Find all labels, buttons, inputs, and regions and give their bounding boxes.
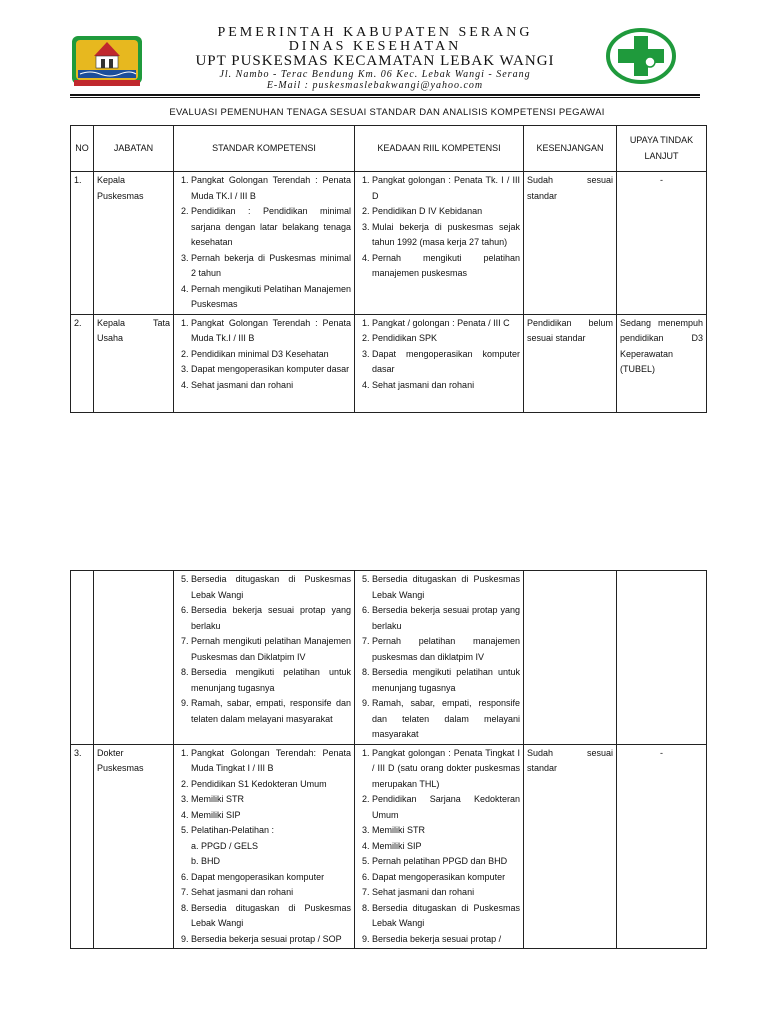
puskesmas-logo [606, 28, 676, 84]
competency-table-page1 [70, 125, 707, 413]
row-upaya: - [617, 744, 707, 949]
list-item: 1. Pangkat Golongan Terendah: Penata Muda Tingkat I / III B [191, 746, 351, 777]
row-riil [355, 571, 524, 745]
list-item: 1. Pangkat Golongan Terendah : Penata Muda Tk.I / III B [191, 316, 351, 347]
row-kesenjangan: Pendidikan belum sesuai standar [524, 314, 617, 412]
address: Jl. Nambo - Terac Bendung Km. 06 Kec. Lebak Wangi - Serang [219, 69, 531, 80]
list-item: 2. Pendidikan minimal D3 Kesehatan [191, 347, 351, 363]
list-item: 7. Pernah pelatihan manajemen puskesmas dan diklatpim IV [372, 634, 520, 665]
row-kesenjangan [524, 571, 617, 745]
list-item: 2. Pendidikan SPK [372, 331, 520, 347]
row-standar [174, 172, 355, 315]
row-standar [174, 744, 355, 949]
list-item: 9. Bersedia bekerja sesuai protap / [372, 932, 520, 948]
col-header-upaya: UPAYA TINDAK LANJUT [617, 126, 707, 172]
row-no: 2. [71, 314, 94, 412]
list-item: 3. Dapat mengoperasikan komputer dasar [191, 362, 351, 378]
row-jabatan [94, 571, 174, 745]
list-item: 8. Bersedia ditugaskan di Puskesmas Lebak Wangi [372, 901, 520, 932]
government-name: PEMERINTAH KABUPATEN SERANG [217, 25, 533, 40]
list-item: 7. Sehat jasmani dan rohani [372, 885, 520, 901]
list-item: 1. Pangkat Golongan Terendah : Penata Muda TK.I / III B [191, 173, 351, 204]
list-item: 4. Memiliki SIP [191, 808, 351, 824]
row-jabatan: Kepala Puskesmas [94, 172, 174, 315]
list-item: 2. Pendidikan Sarjana Kedokteran Umum [372, 792, 520, 823]
col-header-kesenjangan: KESENJANGAN [524, 126, 617, 172]
row-standar [174, 314, 355, 412]
row-riil [355, 314, 524, 412]
letterhead [70, 26, 710, 98]
list-item: 9. Ramah, sabar, empati, responsife dan telaten dalam melayani masyarakat [191, 696, 351, 727]
row-upaya [617, 571, 707, 745]
list-item: 2. Pendidikan : Pendidikan minimal sarjana dengan latar belakang tenaga kesehatan [191, 204, 351, 251]
list-item: 3. Mulai bekerja di puskesmas sejak tahun 1992 (masa kerja 27 tahun) [372, 220, 520, 251]
document-title: EVALUASI PEMENUHAN TENAGA SESUAI STANDAR DAN ANALISIS KOMPETENSI PEGAWAI [169, 107, 605, 118]
row-jabatan: Kepala Tata Usaha [94, 314, 174, 412]
row-upaya: Sedang menempuh pendidikan D3 Keperawatan (TUBEL) [617, 314, 707, 412]
list-item: 4. Memiliki SIP [372, 839, 520, 855]
row-standar [174, 571, 355, 745]
list-item: 8. Bersedia mengikuti pelatihan untuk menunjang tugasnya [372, 665, 520, 696]
table-row [71, 744, 707, 949]
competency-table-page2 [70, 570, 707, 949]
list-item: 9. Bersedia bekerja sesuai protap / SOP [191, 932, 351, 948]
serang-regency-emblem [70, 32, 144, 88]
row-jabatan: Dokter Puskesmas [94, 744, 174, 949]
list-item: 6. Dapat mengoperasikan komputer [372, 870, 520, 886]
list-item: 1. Pangkat / golongan : Penata / III C [372, 316, 520, 332]
list-item: 6. Bersedia bekerja sesuai protap yang berlaku [191, 603, 351, 634]
list-item: 4. Pernah mengikuti pelatihan manajemen puskesmas [372, 251, 520, 282]
list-item: 4. Sehat jasmani dan rohani [372, 378, 520, 394]
list-item: 3. Memiliki STR [191, 792, 351, 808]
list-item: 1. Pangkat golongan : Penata Tingkat I / III D (satu orang dokter puskesmas merupakan THL) [372, 746, 520, 793]
list-item [191, 823, 351, 870]
list-item: 8. Bersedia ditugaskan di Puskesmas Lebak Wangi [191, 901, 351, 932]
table-header-row [71, 126, 707, 172]
institution-name: UPT PUSKESMAS KECAMATAN LEBAK WANGI [195, 53, 555, 69]
table-row [71, 314, 707, 412]
row-no: 1. [71, 172, 94, 315]
row-upaya: - [617, 172, 707, 315]
letterhead-rule [70, 94, 700, 96]
row-no: 3. [71, 744, 94, 949]
list-item: 3. Dapat mengoperasikan komputer dasar [372, 347, 520, 378]
list-item: 5. Bersedia ditugaskan di Puskesmas Lebak Wangi [372, 572, 520, 603]
department-name: DINAS KESEHATAN [288, 39, 462, 54]
list-item: 2. Pendidikan D IV Kebidanan [372, 204, 520, 220]
col-header-no: NO [71, 126, 94, 172]
list-item: 7. Sehat jasmani dan rohani [191, 885, 351, 901]
email: E-Mail : puskesmaslebakwangi@yahoo.com [266, 80, 484, 91]
list-item: 4. Sehat jasmani dan rohani [191, 378, 351, 394]
list-item: 6. Bersedia bekerja sesuai protap yang berlaku [372, 603, 520, 634]
list-item: 9. Ramah, sabar, empati, responsife dan telaten dalam melayani masyarakat [372, 696, 520, 743]
sub-item: b. BHD [191, 856, 221, 866]
table-row-continuation [71, 571, 707, 745]
list-item: 3. Memiliki STR [372, 823, 520, 839]
list-item: 8. Bersedia mengikuti pelatihan untuk menunjang tugasnya [191, 665, 351, 696]
sub-item: a. PPGD / GELS [191, 840, 259, 851]
list-item: 2. Pendidikan S1 Kedokteran Umum [191, 777, 351, 793]
list-item: 6. Dapat mengoperasikan komputer [191, 870, 351, 886]
letterhead-text [150, 26, 600, 91]
table-row [71, 172, 707, 315]
list-item: 5. Bersedia ditugaskan di Puskesmas Lebak Wangi [191, 572, 351, 603]
col-header-jabatan: JABATAN [94, 126, 174, 172]
list-item: 4. Pernah mengikuti Pelatihan Manajemen Puskesmas [191, 282, 351, 313]
list-item: 7. Pernah mengikuti pelatihan Manajemen Puskesmas dan Diklatpim IV [191, 634, 351, 665]
row-riil [355, 744, 524, 949]
col-header-riil: KEADAAN RIIL KOMPETENSI [355, 126, 524, 172]
row-kesenjangan: Sudah sesuai standar [524, 744, 617, 949]
letterhead-rule-thin [70, 97, 700, 98]
list-item: 5. Pernah pelatihan PPGD dan BHD [372, 854, 520, 870]
list-item: 1. Pangkat golongan : Penata Tk. I / III D [372, 173, 520, 204]
row-riil [355, 172, 524, 315]
row-no [71, 571, 94, 745]
list-item: 3. Pernah bekerja di Puskesmas minimal 2 tahun [191, 251, 351, 282]
list-item-label: Pelatihan-Pelatihan : [191, 825, 275, 835]
row-kesenjangan: Sudah sesuai standar [524, 172, 617, 315]
col-header-standar: STANDAR KOMPETENSI [174, 126, 355, 172]
